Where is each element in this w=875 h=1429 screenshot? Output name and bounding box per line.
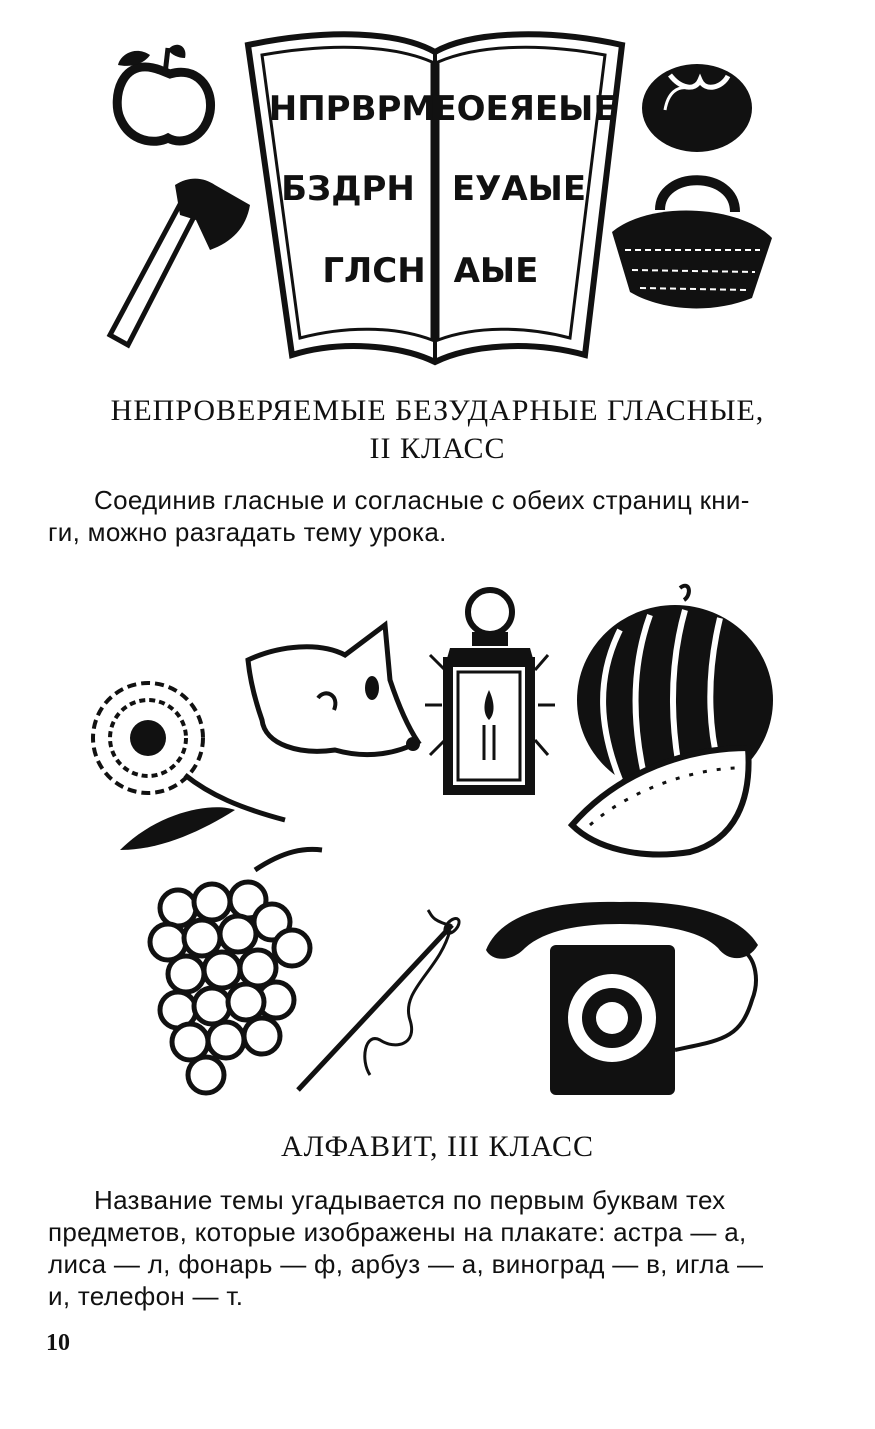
open-book-icon <box>248 34 622 362</box>
section2-heading: АЛФАВИТ, III КЛАСС <box>280 1130 595 1163</box>
section2-paragraph-line: и, телефон — т. <box>48 1281 244 1311</box>
lantern-icon <box>425 590 555 790</box>
section1-paragraph-line: Соединив гласные и согласные с обеих страниц кни- <box>94 485 750 515</box>
middle-illustration <box>0 570 875 1110</box>
section1-heading-line1: НЕПРОВЕРЯЕМЫЕ БЕЗУДАРНЫЕ ГЛАСНЫЕ, <box>110 394 765 427</box>
section2-paragraph-line: лиса — л, фонарь — ф, арбуз — а, виноград — в, игла — <box>48 1249 764 1279</box>
section1-paragraph <box>48 484 833 548</box>
telephone-icon <box>486 902 758 1095</box>
grapes-icon <box>150 849 322 1093</box>
section2-paragraph-line: предметов, которые изображены на плакате: астра — а, <box>48 1217 747 1247</box>
watermelon-icon <box>572 586 773 855</box>
basket-icon <box>612 180 772 308</box>
section2-paragraph <box>48 1184 833 1312</box>
book-right-line-1: ЕОЕЯЕЫЕ <box>433 89 617 129</box>
section1-heading <box>0 392 875 468</box>
section1-paragraph-line: ги, можно разгадать тему урока. <box>48 517 447 547</box>
fox-icon <box>248 625 420 755</box>
top-illustration <box>0 0 875 375</box>
book-right-line-2: ЕУАЫЕ <box>451 169 587 209</box>
section1-heading-line2: II КЛАСС <box>369 432 506 465</box>
apple-icon <box>117 45 210 142</box>
section2-paragraph-line: Название темы угадывается по первым буквам тех <box>94 1185 726 1215</box>
book-left-line-1: НПРВРМ <box>268 89 436 129</box>
page-number: 10 <box>46 1330 70 1356</box>
needle-icon <box>298 910 462 1090</box>
book-left-line-2: БЗДРН <box>281 169 415 209</box>
book-left-line-3: ГЛСН <box>322 251 426 291</box>
tomato-icon <box>642 64 752 152</box>
axe-icon <box>110 179 250 345</box>
book-right-line-3: АЫЕ <box>453 251 539 291</box>
